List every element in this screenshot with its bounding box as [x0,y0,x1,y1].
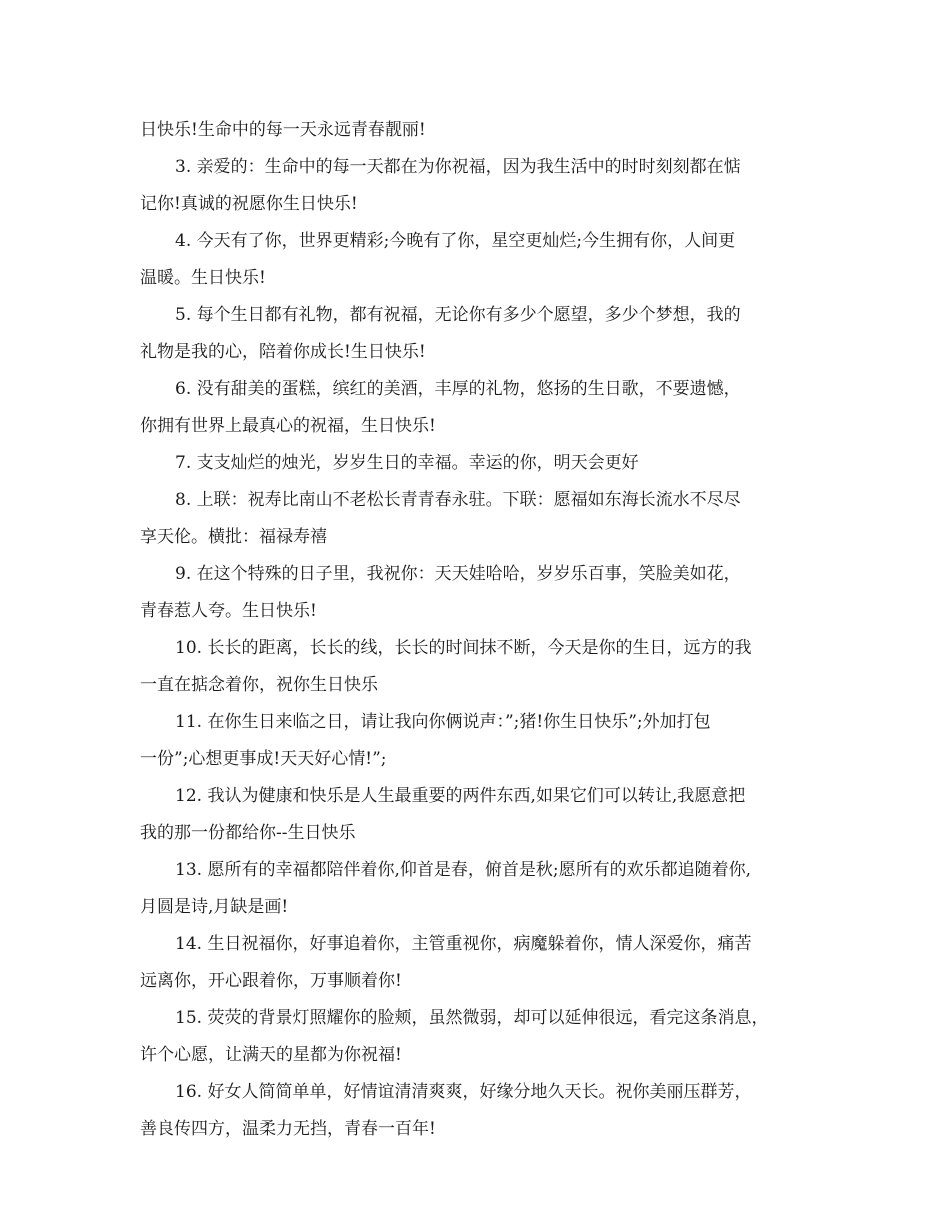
document-body [140,112,820,1148]
paragraph [140,149,820,223]
text-line: 你拥有世界上最真心的祝福，生日快乐! [140,416,436,436]
paragraph [140,482,820,556]
text-line: 6. 没有甜美的蛋糕，缤红的美酒，丰厚的礼物，悠扬的生日歌，不要遗憾， [175,379,741,399]
text-line: 享天伦。横批：福禄寿禧 [140,527,327,547]
paragraph [140,630,820,704]
text-line: 5. 每个生日都有礼物，都有祝福，无论你有多少个愿望，多少个梦想，我的 [175,305,741,325]
text-line: 9. 在这个特殊的日子里，我祝你：天天娃哈哈，岁岁乐百事，笑脸美如花， [175,564,741,584]
text-line: 日快乐!生命中的每一天永远青春靓丽! [140,120,426,140]
paragraph [140,704,820,778]
text-line: 14. 生日祝福你，好事追着你，主管重视你，病魔躲着你，情人深爱你，痛苦 [175,934,752,954]
text-line: 一直在掂念着你，祝你生日快乐 [140,675,378,695]
text-line: 月圆是诗,月缺是画! [140,897,289,917]
text-line: 记你!真诚的祝愿你生日快乐! [140,194,358,214]
text-line: 礼物是我的心，陪着你成长!生日快乐! [140,342,426,362]
paragraph [140,926,820,1000]
paragraph [140,1000,820,1074]
text-line: 善良传四方，温柔力无挡，青春一百年! [140,1119,436,1139]
paragraph [140,223,820,297]
text-line: 12. 我认为健康和快乐是人生最重要的两件东西,如果它们可以转让,我愿意把 [175,786,746,806]
text-line: 温暖。生日快乐! [140,268,266,288]
text-line: 11. 在你生日来临之日，请让我向你俩说声：”;猪!你生日快乐”;外加打包 [175,712,711,732]
text-line: 许个心愿，让满天的星都为你祝福! [140,1045,402,1065]
paragraph [140,778,820,852]
text-line: 远离你，开心跟着你，万事顺着你! [140,971,402,991]
paragraph [140,371,820,445]
text-line: 一份”;心想更事成!天天好心情!”; [140,749,387,769]
paragraph [140,1074,820,1148]
text-line: 3. 亲爱的：生命中的每一天都在为你祝福，因为我生活中的时时刻刻都在惦 [175,157,741,177]
text-line: 13. 愿所有的幸福都陪伴着你,仰首是春，俯首是秋;愿所有的欢乐都追随着你, [175,860,751,880]
paragraph [140,112,820,149]
paragraph [140,445,820,482]
text-line: 4. 今天有了你，世界更精彩;今晚有了你，星空更灿烂;今生拥有你，人间更 [175,231,736,251]
text-line: 10. 长长的距离，长长的线，长长的时间抹不断，今天是你的生日，远方的我 [175,638,752,658]
paragraph [140,297,820,371]
text-line: 7. 支支灿烂的烛光，岁岁生日的幸福。幸运的你，明天会更好 [175,453,639,473]
text-line: 15. 荧荧的背景灯照耀你的脸颊，虽然微弱，却可以延伸很远，看完这条消息， [175,1008,769,1028]
paragraph [140,556,820,630]
text-line: 8. 上联：祝寿比南山不老松长青青春永驻。下联：愿福如东海长流水不尽尽 [175,490,741,510]
text-line: 我的那一份都给你--生日快乐 [140,823,356,843]
text-line: 16. 好女人简简单单，好情谊清清爽爽，好缘分地久天长。祝你美丽压群芳， [175,1082,752,1102]
text-line: 青春惹人夸。生日快乐! [140,601,317,621]
paragraph [140,852,820,926]
